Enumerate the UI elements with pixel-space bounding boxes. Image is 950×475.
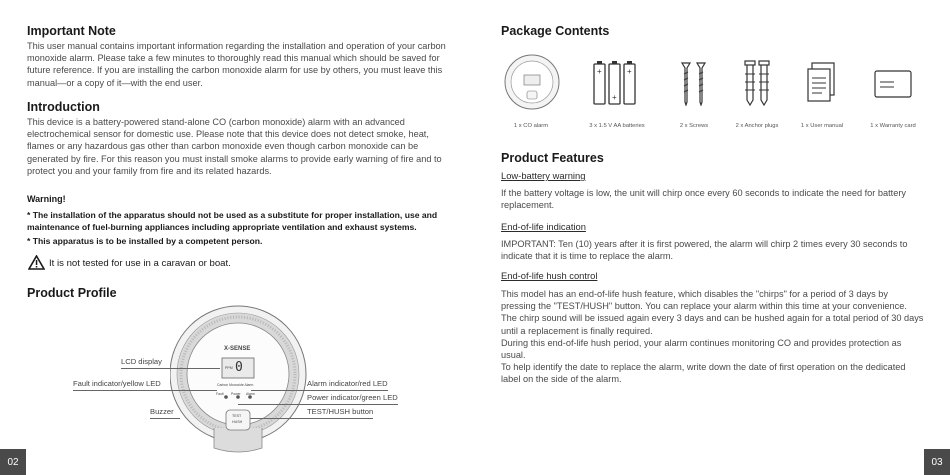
led-power-label: Power	[231, 392, 241, 396]
svg-text:+: +	[627, 67, 632, 76]
callout-power-line	[238, 404, 398, 405]
device-face-text: Carbon Monoxide Alarm	[217, 383, 254, 387]
user-manual-icon	[806, 62, 836, 104]
button-text-test: TEST	[232, 414, 242, 418]
device-brand: X-SENSE	[224, 346, 251, 352]
end-of-life-text: IMPORTANT: Ten (10) years after it is first powered, the alarm will chirp 2 times every 30 seconds to indicate that it is time to replace the alarm.	[501, 239, 908, 262]
button-text-hush: HUSH	[232, 420, 243, 424]
hush-control-text-1: This model has an end-of-life hush feature, which disables the "chirps" for a period of 3 days by pressing the "TEST/HUSH" button. You can replace your alarm within this time at your convenience. The chirp sound will be issued again every 3 days and can be hushed again for a total period of 30 days until a replacement is finally required.	[501, 289, 924, 336]
warning-item-2: * This apparatus is to be installed by a competent person.	[27, 236, 263, 246]
label-fault-indicator: Fault indicator/yellow LED	[73, 379, 161, 388]
important-note-text: This user manual contains important information regarding the installation and operation of your carbon monoxide alarm. Please take a few minutes to thoroughly read this manual which should be saved for future reference. If you are installing the carbon monoxide alarm for use by others, you must leave this manual—or a copy of it—with the end user.	[27, 41, 446, 88]
product-profile-heading: Product Profile	[27, 286, 117, 300]
callout-buzzer-line	[150, 418, 180, 419]
package-contents-heading: Package Contents	[501, 24, 610, 38]
warning-triangle-icon	[28, 255, 45, 270]
introduction-heading: Introduction	[27, 100, 100, 114]
product-features-heading: Product Features	[501, 151, 604, 165]
svg-text:+: +	[597, 67, 602, 76]
low-battery-text: If the battery voltage is low, the unit will chirp once every 60 seconds to indicate the need for battery replacement.	[501, 188, 906, 211]
label-alarm-indicator: Alarm indicator/red LED	[307, 379, 388, 388]
hush-control-heading: End-of-life hush control	[501, 270, 598, 281]
batteries-icon	[590, 60, 640, 106]
warranty-card-icon	[874, 70, 912, 98]
callout-fault-line	[73, 390, 217, 391]
callout-lcd-line	[121, 368, 220, 369]
hush-control-text-3: To help identify the date to replace the alarm, write down the date of first operation on the dedicated label on the side of the alarm.	[501, 362, 906, 385]
hush-control-text-2: During this end-of-life hush period, your alarm continues monitoring CO and provides protection as usual.	[501, 338, 902, 361]
warning-item-1: * The installation of the apparatus should not be used as a substitute for proper installation, use and maintenance of fuel-burning appliances including appropriate ventilation and exhaust systems.	[27, 210, 438, 232]
package-item-label: 1 x Warranty card	[870, 123, 916, 129]
caravan-note: It is not tested for use in a caravan or boat.	[49, 258, 231, 269]
lcd-unit: PPM	[225, 366, 233, 370]
label-power-indicator: Power indicator/green LED	[307, 393, 398, 402]
co-alarm-icon	[503, 53, 561, 111]
warning-heading: Warning!	[27, 194, 66, 204]
label-lcd-display: LCD display	[121, 357, 162, 366]
package-item-label: 3 x 1.5 V AA batteries	[589, 123, 645, 129]
co-alarm-illustration	[170, 298, 308, 458]
label-test-hush: TEST/HUSH button	[307, 407, 374, 416]
package-item-label: 1 x CO alarm	[513, 123, 549, 129]
callout-alarm-line	[251, 390, 388, 391]
callout-test-line	[250, 418, 373, 419]
end-of-life-heading: End-of-life indication	[501, 221, 586, 232]
low-battery-heading: Low-battery warning	[501, 170, 586, 181]
svg-text:+: +	[612, 93, 617, 102]
package-item-label: 1 x User manual	[800, 123, 844, 129]
page-number-left: 02	[0, 449, 26, 475]
introduction-text: This device is a battery-powered stand-alone CO (carbon monoxide) alarm with an advanced electrochemical sensor for domestic use. Please note that this device does not detect smoke, heat, flames or any hazardous gas other than carbon monoxide even though carbon monoxide can be generated by fire. For this reason you must install smoke alarms to provide early warning of fire and to protect you and your family from fire and its related hazards.	[27, 117, 442, 176]
led-fault-label: Fault	[216, 392, 224, 396]
package-item-label: 2 x Screws	[679, 123, 709, 129]
screws-icon	[679, 60, 709, 106]
led-alarm-label: Alarm	[246, 392, 255, 396]
label-buzzer: Buzzer	[150, 407, 174, 416]
package-item-label: 2 x Anchor plugs	[735, 123, 779, 129]
lcd-value: 0	[235, 360, 243, 375]
anchor-plugs-icon	[742, 60, 772, 106]
page-number-right: 03	[924, 449, 950, 475]
important-note-heading: Important Note	[27, 24, 116, 38]
